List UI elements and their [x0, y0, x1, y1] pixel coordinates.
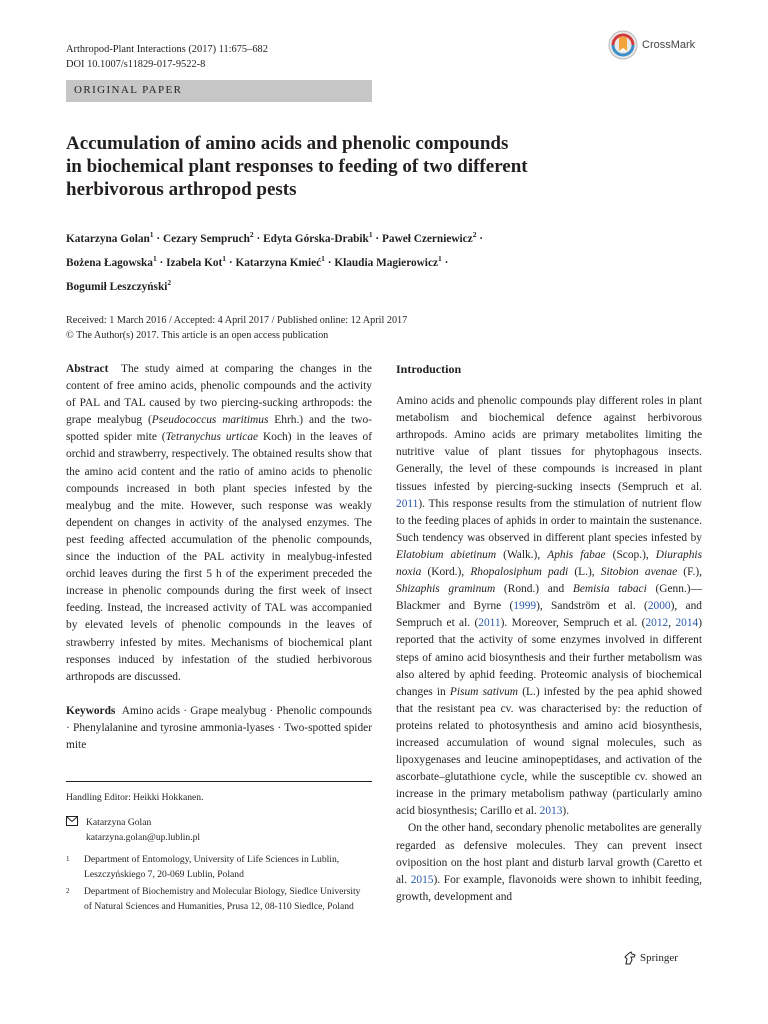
species-name: Diuraphis noxia: [396, 548, 702, 579]
body-text: (L.) infested by the pea aphid showed that the resistant pea cv. was characterised by: the reduction of proteins related to photosynthesis and amino acid biosynthesis, increased accumulation of wound signal molecules, such as lipoxygenases and leucine aminopeptidases, and activation of the ascorbate–glutathione cycle, while the susceptible cv. showed an increase in the primary metabolism pathway (particularly amino acid biosynthesis; Carillo et al.: [396, 685, 702, 818]
body-text: ), Sandström et al. (: [536, 600, 648, 613]
abstract-heading: Abstract: [66, 363, 109, 375]
body-text: ). For example, flavonoids were shown to inhibit feeding, growth, development and: [396, 873, 702, 903]
body-text: (Scop.),: [605, 548, 656, 561]
springer-horse-icon: [623, 951, 637, 965]
author-separator: ·: [444, 256, 449, 269]
author-affiliation-mark: 1: [368, 230, 373, 239]
author-name: Cezary Sempruch: [162, 232, 250, 245]
author-separator: ·: [256, 232, 261, 245]
crossmark-badge[interactable]: [608, 30, 695, 60]
author-name: Katarzyna Golan: [66, 232, 150, 245]
author-name: Izabela Kot: [166, 256, 223, 269]
species-name: Sitobion avenae: [600, 566, 678, 579]
species-name: Rhopalosiphum padi: [470, 566, 569, 579]
species-name: Shizaphis graminum: [396, 583, 496, 596]
author-separator: ·: [479, 232, 484, 245]
author-affiliation-mark: 1: [222, 253, 227, 263]
right-column: [396, 361, 702, 906]
article-title: [66, 132, 686, 201]
publication-dates: [66, 314, 686, 343]
journal-citation: [66, 42, 268, 72]
body-text: ). This response results from the stimulation of nutrient flow to the feeding places of aphids in order to maintain the sustenance. Such tendency was observed in different plant species infested by: [396, 497, 702, 544]
body-text: Amino acids and phenolic compounds play different roles in plant metabolism and biochemical defence against herbivorous arthropods. Amino acids are primary metabolites limiting the nutritive value of plant tissues for phytophagous insects. Generally, the level of these compounds is increased in plant tissues infested by piercing-sucking insects (Sempruch et al.: [396, 395, 702, 493]
body-text: (Kord.),: [421, 566, 471, 579]
envelope-icon: [66, 816, 78, 826]
citation-link[interactable]: 1999: [513, 600, 537, 613]
title-line: in biochemical plant responses to feeding of two different: [66, 156, 528, 177]
citation-link[interactable]: 2011: [478, 617, 501, 630]
author-affiliation-mark: 1: [321, 253, 325, 263]
author-affiliation-mark: 1: [152, 253, 157, 263]
abstract-text: Koch) in the leaves of orchid and strawberry, respectively. The obtained results show that the amino acid content and the ratio of amino acids to phenolic compounds increased in both plant species infested by the mealybug and the mite. However, such response was weakly dependent on changes in activity of the analysed enzymes. The pest feeding affected accumulation of the phenolic compounds, since the induction of the PAL activity in mealybug-infested orchid leaves during the first 5 h of the experiment preceded the increase in phenolic compounds during the first week of insect feeding. Instead, the increased activity of TAL was accompanied by elevated levels of phenolic compounds in the leaves of strawberry infested by mites. Mechanisms of biochemical plant responses induced by infestation of the studied herbivorous arthropods are discussed.: [66, 431, 372, 683]
footnote-divider: [66, 781, 372, 782]
keywords: [66, 703, 372, 754]
affiliation: [66, 885, 372, 914]
body-text: ). Moreover, Sempruch et al. (: [500, 617, 646, 630]
citation-link[interactable]: 2012: [645, 617, 669, 630]
body-text: (L.),: [568, 566, 601, 579]
crossmark-label: CrossMark: [642, 39, 696, 51]
citation-link[interactable]: 2011: [396, 497, 419, 510]
left-column: [66, 361, 372, 754]
species-name: Pisum sativum: [449, 685, 519, 698]
author-list: [66, 225, 686, 296]
author-affiliation-mark: 2: [167, 277, 172, 287]
citation-link[interactable]: 2000: [647, 600, 671, 613]
affiliation-text: Department of Entomology, University of Life Sciences in Lublin, Leszczyńskiego 7, 20-069 Lublin, Poland: [84, 854, 340, 880]
doi-line: DOI 10.1007/s11829-017-9522-8: [66, 59, 206, 70]
article-type-label: ORIGINAL PAPER: [74, 84, 183, 96]
introduction-paragraph: [396, 393, 702, 820]
keywords-text: Amino acids · Grape mealybug · Phenolic compounds · Phenylalanine and tyrosine ammonia-lyases · Two-spotted spider mite: [66, 704, 372, 751]
author-name: Paweł Czerniewicz: [382, 232, 473, 245]
abstract-text: Ehrh.) and the two-spotted spider mite (: [66, 414, 373, 444]
body-text: (F.),: [677, 566, 703, 579]
corresponding-author: [66, 816, 200, 845]
species-name: Pseudococcus maritimus: [151, 414, 269, 427]
article-type-banner: [66, 80, 372, 102]
author-separator: ·: [156, 232, 161, 245]
author-name: Bożena Łagowska: [66, 256, 153, 269]
affiliation-number: 1: [66, 855, 70, 863]
author-affiliation-mark: 2: [249, 230, 254, 239]
body-text: ).: [562, 805, 570, 818]
affiliation: [66, 853, 372, 882]
body-text: ), and Sempruch et al. (: [396, 600, 702, 630]
title-line: herbivorous arthropod pests: [66, 179, 297, 200]
contact-name: Katarzyna Golan: [86, 817, 152, 828]
body-text: (Walk.),: [496, 548, 548, 561]
author-name: Katarzyna Kmieć: [235, 256, 322, 269]
author-separator: ·: [228, 256, 233, 269]
author-name: Edyta Górska-Drabik: [263, 232, 369, 245]
species-name: Elatobium abietinum: [396, 548, 497, 561]
copyright-line: © The Author(s) 2017. This article is an open access publication: [66, 329, 329, 341]
citation-link[interactable]: 2015: [410, 873, 434, 886]
history-line: Received: 1 March 2016 / Accepted: 4 April 2017 / Published online: 12 April 2017: [66, 315, 408, 326]
crossmark-icon: [608, 30, 638, 60]
publisher-name: Springer: [640, 952, 678, 964]
affiliation-number: 2: [66, 887, 70, 895]
species-name: Tetranychus urticae: [165, 431, 259, 444]
journal-line: Arthropod-Plant Interactions (2017) 11:675–682: [66, 44, 268, 55]
contact-email[interactable]: katarzyna.golan@up.lublin.pl: [86, 831, 201, 843]
citation-link[interactable]: 2014: [675, 617, 699, 630]
introduction-paragraph: [396, 820, 702, 905]
author-separator: ·: [375, 232, 380, 245]
publisher-footer: [623, 951, 678, 965]
species-name: Bemisia tabaci: [572, 583, 647, 596]
title-line: Accumulation of amino acids and phenolic compounds: [66, 133, 509, 154]
author-name: Bogumił Leszczyński: [66, 280, 168, 293]
author-affiliation-mark: 2: [472, 230, 477, 239]
body-text: On the other hand, secondary phenolic metabolites are generally regarded as defensive molecules. They can prevent insect oviposition on the host plant and disturb larval growth (Caretto et al.: [396, 822, 702, 886]
author-affiliation-mark: 1: [437, 253, 442, 263]
body-text: ,: [668, 617, 676, 630]
handling-editor: Handling Editor: Heikki Hokkanen.: [66, 792, 204, 803]
keywords-heading: Keywords: [66, 704, 116, 717]
species-name: Aphis fabae: [547, 548, 606, 561]
author-name: Klaudia Magierowicz: [334, 256, 438, 269]
abstract: [66, 361, 372, 686]
body-text: ) reported that the activity of some enzymes involved in different steps of amino acid biosynthesis and their further metabolism was also altered by aphid feeding. Proteomic analysis of biochemical changes in: [396, 617, 703, 698]
body-text: (Genn.)—Blackmer and Byrne (: [396, 583, 702, 613]
affiliation-text: Department of Biochemistry and Molecular Biology, Siedlce University of Natural Sciences and Humanities, Prusa 12, 08-110 Siedlce, Poland: [84, 886, 361, 912]
abstract-text: The study aimed at comparing the changes in the content of free amino acids, phenolic compounds and the activity of PAL and TAL caused by two piercing-sucking arthropods: the grape mealybug (: [66, 363, 372, 427]
author-separator: ·: [159, 256, 164, 269]
author-affiliation-mark: 1: [149, 230, 154, 239]
citation-link[interactable]: 2013: [539, 805, 563, 818]
author-separator: ·: [327, 256, 332, 269]
body-text: (Rond.) and: [495, 583, 573, 596]
introduction-heading: Introduction: [396, 362, 462, 376]
